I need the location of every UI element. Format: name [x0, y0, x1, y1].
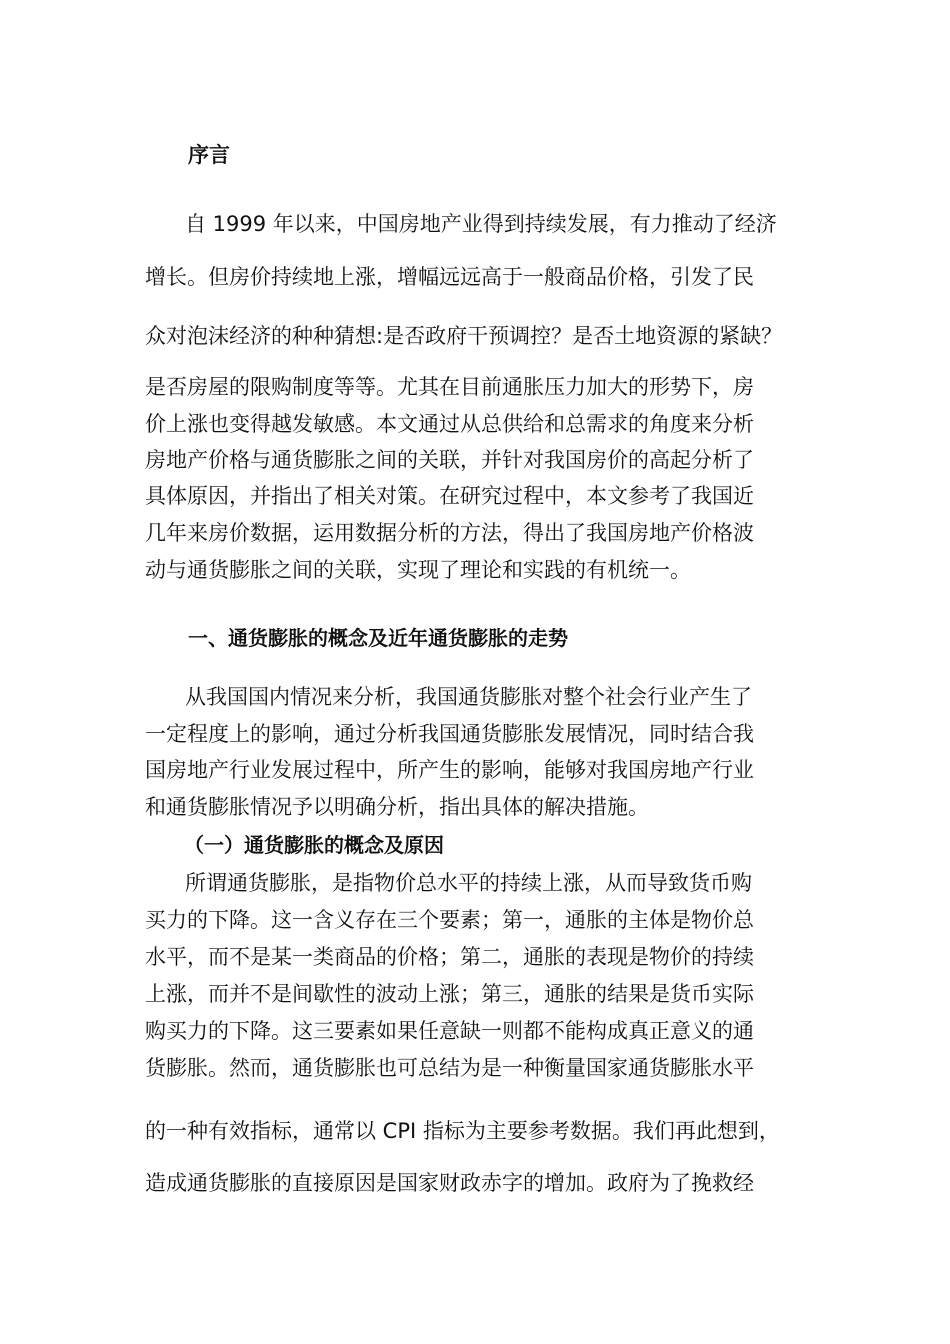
preface-title: 序言 — [188, 143, 230, 167]
subsection-heading: （一）通货膨胀的概念及原因 — [184, 833, 444, 857]
preface-line: 具体原因，并指出了相关对策。在研究过程中，本文参考了我国近 — [145, 484, 754, 508]
preface-line: 增长。但房价持续地上涨，增幅远远高于一般商品价格，引发了民 — [145, 265, 754, 289]
subsection-line: 货膨胀。然而，通货膨胀也可总结为是一种衡量国家通货膨胀水平 — [145, 1056, 754, 1080]
section-line: 和通货膨胀情况予以明确分析，指出具体的解决措施。 — [145, 795, 649, 819]
preface-line: 房地产价格与通货膨胀之间的关联，并针对我国房价的高起分析了 — [145, 448, 754, 472]
section-line: 从我国国内情况来分析，我国通货膨胀对整个社会行业产生了 — [185, 685, 752, 709]
subsection-line: 水平，而不是某一类商品的价格；第二，通胀的表现是物价的持续 — [145, 945, 754, 969]
preface-line: 几年来房价数据，运用数据分析的方法，得出了我国房地产价格波 — [145, 521, 754, 545]
subsection-line: 的一种有效指标，通常以 CPI 指标为主要参考数据。我们再此想到， — [145, 1119, 780, 1143]
subsection-line: 购买力的下降。这三要素如果任意缺一则都不能构成真正意义的通 — [145, 1019, 754, 1043]
preface-line: 价上涨也变得越发敏感。本文通过从总供给和总需求的角度来分析 — [145, 412, 754, 436]
subsection-line: 上涨，而并不是间歇性的波动上涨；第三，通胀的结果是货币实际 — [145, 982, 754, 1006]
preface-line: 是否房屋的限购制度等等。尤其在目前通胀压力加大的形势下，房 — [145, 375, 754, 399]
subsection-line: 所谓通货膨胀，是指物价总水平的持续上涨，从而导致货币购 — [185, 871, 752, 895]
subsection-line: 买力的下降。这一含义存在三个要素；第一，通胀的主体是物价总 — [145, 908, 754, 932]
section-heading: 一、通货膨胀的概念及近年通货膨胀的走势 — [188, 626, 568, 650]
subsection-line: 造成通货膨胀的直接原因是国家财政赤字的增加。政府为了挽救经 — [145, 1171, 754, 1195]
section-line: 一定程度上的影响，通过分析我国通货膨胀发展情况，同时结合我 — [145, 722, 754, 746]
preface-line: 众对泡沫经济的种种猜想:是否政府干预调控？是否土地资源的紧缺？ — [145, 324, 783, 348]
section-line: 国房地产行业发展过程中，所产生的影响，能够对我国房地产行业 — [145, 758, 754, 782]
preface-line: 动与通货膨胀之间的关联，实现了理论和实践的有机统一。 — [145, 558, 691, 582]
preface-line: 自 1999 年以来，中国房地产业得到持续发展，有力推动了经济 — [185, 212, 777, 236]
